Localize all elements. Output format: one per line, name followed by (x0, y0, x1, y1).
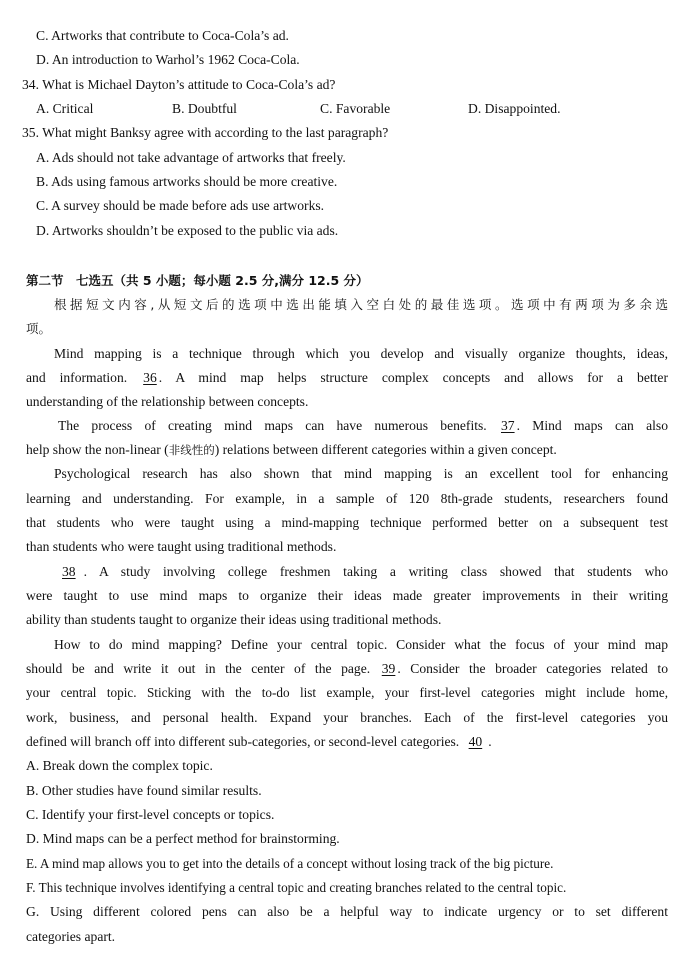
choice-g: G. Using different colored pens can also be a helpful way to indicate urgency or to set different (26, 904, 668, 919)
section-instructions-cont: 项。 (26, 321, 52, 336)
passage-p1-line1: Mind mapping is a technique through which you develop and visually organize thoughts, ideas, (54, 346, 668, 361)
passage-p5-line2: should be and write it out in the center of the page. 39 . Consider the broader categories related to (26, 661, 668, 676)
q35-stem: 35. What might Banksy agree with according to the last paragraph? (22, 125, 389, 140)
q34-option-b: B. Doubtful (172, 101, 237, 116)
choice-e: E. A mind map allows you to get into the details of a concept without losing track of the big picture. (26, 856, 554, 871)
passage-p3-line4: than students who were taught using traditional methods. (26, 539, 337, 554)
q35-option-d: D. Artworks shouldn’t be exposed to the public via ads. (36, 223, 339, 238)
choice-b: B. Other studies have found similar results. (26, 783, 262, 798)
passage-p3-line2: learning and understanding. For example, in a sample of 120 8th-grade students, researchers found (26, 491, 668, 506)
q34-option-a: A. Critical (36, 101, 94, 116)
section-instructions: 根据短文内容,从短文后的选项中选出能填入空白处的最佳选项。选项中有两项为多余选 (54, 297, 668, 312)
passage-p5-line3: your central topic. Sticking with the to-do list example, your first-level categories might include home, (26, 685, 668, 700)
blank-39: 39 (381, 661, 396, 676)
choice-d: D. Mind maps can be a perfect method for brainstorming. (26, 831, 340, 846)
q33-option-d: D. An introduction to Warhol’s 1962 Coca-Cola. (36, 52, 300, 67)
passage-p2-line1: The process of creating mind maps can have numerous benefits. 37 . Mind maps can also (58, 418, 668, 433)
passage-p4-line3: ability than students taught to organize their ideas using traditional methods. (26, 612, 442, 627)
choice-f: F. This technique involves identifying a central topic and creating branches related to the central topic. (26, 880, 567, 895)
blank-37: 37 (500, 418, 515, 433)
passage-p5-line4: work, business, and personal health. Expand your branches. Each of the first-level categories you (26, 710, 668, 725)
q33-option-c: C. Artworks that contribute to Coca-Cola’s ad. (36, 28, 289, 43)
choice-a: A. Break down the complex topic. (26, 758, 213, 773)
blank-36: 36 (143, 370, 157, 385)
passage-p5-line1: How to do mind mapping? Define your central topic. Consider what the focus of your mind map (54, 637, 668, 652)
passage-p1-line2: and information. 36 . A mind map helps structure complex concepts and allows for a better (26, 370, 668, 385)
q35-option-a: A. Ads should not take advantage of artworks that freely. (36, 150, 346, 165)
q35-option-c: C. A survey should be made before ads use artworks. (36, 198, 325, 213)
passage-p1-line3: understanding of the relationship between concepts. (26, 394, 309, 409)
passage-p5-line5: defined will branch off into different sub-categories, or second-level categories. 40 . (26, 734, 492, 749)
passage-p4-line2: were taught to use mind maps to organize their ideas made greater improvements in their writing (26, 588, 668, 603)
choice-g-cont: categories apart. (26, 929, 116, 944)
blank-38: 38 (62, 564, 76, 579)
passage-p3-line1: Psychological research has also shown that mind mapping is an excellent tool for enhancing (54, 466, 668, 481)
passage-p4-line1: 38 . A study involving college freshmen taking a writing class showed that students who (54, 563, 668, 581)
q34-option-c: C. Favorable (320, 101, 391, 116)
q34-option-d: D. Disappointed. (468, 101, 561, 116)
q34-stem: 34. What is Michael Dayton’s attitude to Coca-Cola’s ad? (22, 77, 336, 92)
section-heading: 第二节 七选五（共 5 小题；每小题 2.5 分,满分 12.5 分） (26, 273, 369, 288)
blank-40: 40 (468, 734, 483, 749)
passage-p2-line2: help show the non-linear (非线性的) relations between different categories within a given concept. (26, 442, 557, 457)
passage-p3-line3: that students who were taught using a mind-mapping technique performed better on a subsequent test (26, 515, 668, 530)
choice-c: C. Identify your first-level concepts or topics. (26, 807, 275, 822)
q35-option-b: B. Ads using famous artworks should be more creative. (36, 174, 338, 189)
